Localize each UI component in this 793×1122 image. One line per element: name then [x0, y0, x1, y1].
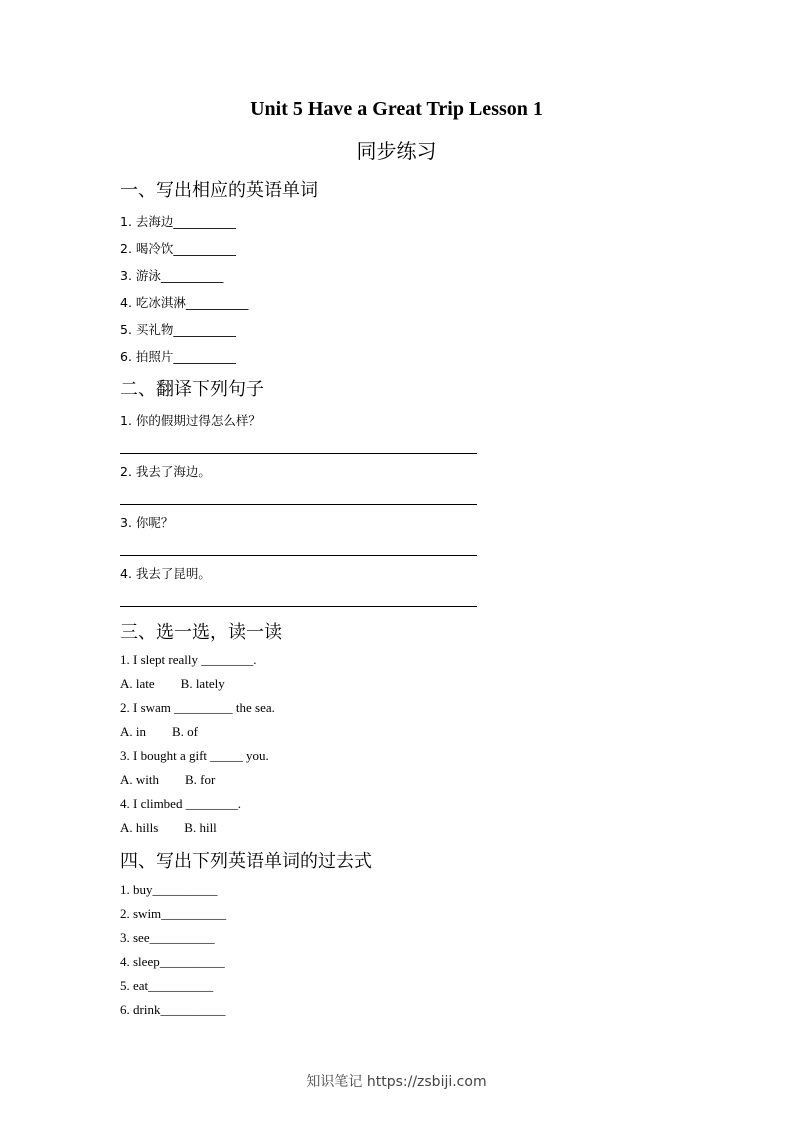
section-3-question: 2. I swam _________ the sea.	[120, 700, 275, 715]
section-1-item: 5. 买礼物__________	[120, 322, 236, 337]
section-3-options: A. with B. for	[120, 772, 216, 787]
section-4-heading: 四、写出下列英语单词的过去式	[120, 851, 372, 872]
section-4-item: 4. sleep__________	[120, 954, 225, 969]
answer-line	[120, 606, 477, 607]
footer-watermark: 知识笔记 https://zsbiji.com	[306, 1074, 487, 1090]
answer-line	[120, 453, 477, 454]
section-1-item: 3. 游泳__________	[120, 268, 224, 283]
section-1-item: 2. 喝冷饮__________	[120, 241, 236, 256]
section-2-item: 2. 我去了海边。	[120, 464, 211, 479]
section-1-item: 6. 拍照片__________	[120, 349, 236, 364]
section-3-options: A. hills B. hill	[120, 820, 217, 835]
section-3-question: 4. I climbed ________.	[120, 796, 241, 811]
section-2-heading: 二、翻译下列句子	[120, 379, 264, 400]
section-3-heading: 三、选一选，读一读	[120, 622, 282, 643]
section-4-item: 1. buy__________	[120, 882, 218, 897]
section-1-heading: 一、写出相应的英语单词	[120, 180, 318, 201]
answer-line	[120, 504, 477, 505]
section-1-item: 4. 吃冰淇淋__________	[120, 295, 249, 310]
section-3-options: A. late B. lately	[120, 676, 225, 691]
section-3-question: 3. I bought a gift _____ you.	[120, 748, 269, 763]
page-subtitle: 同步练习	[356, 139, 437, 163]
section-2-item: 1. 你的假期过得怎么样？	[120, 413, 261, 428]
answer-line	[120, 555, 477, 556]
page-title: Unit 5 Have a Great Trip Lesson 1	[250, 98, 543, 120]
section-4-item: 2. swim__________	[120, 906, 227, 921]
section-3-options: A. in B. of	[120, 724, 198, 739]
section-4-item: 3. see__________	[120, 930, 215, 945]
section-4-item: 6. drink__________	[120, 1002, 226, 1017]
section-2-item: 3. 你呢？	[120, 515, 174, 530]
section-1-item: 1. 去海边__________	[120, 214, 236, 229]
section-3-question: 1. I slept really ________.	[120, 652, 257, 667]
section-2-item: 4. 我去了昆明。	[120, 566, 211, 581]
section-4-item: 5. eat__________	[120, 978, 214, 993]
